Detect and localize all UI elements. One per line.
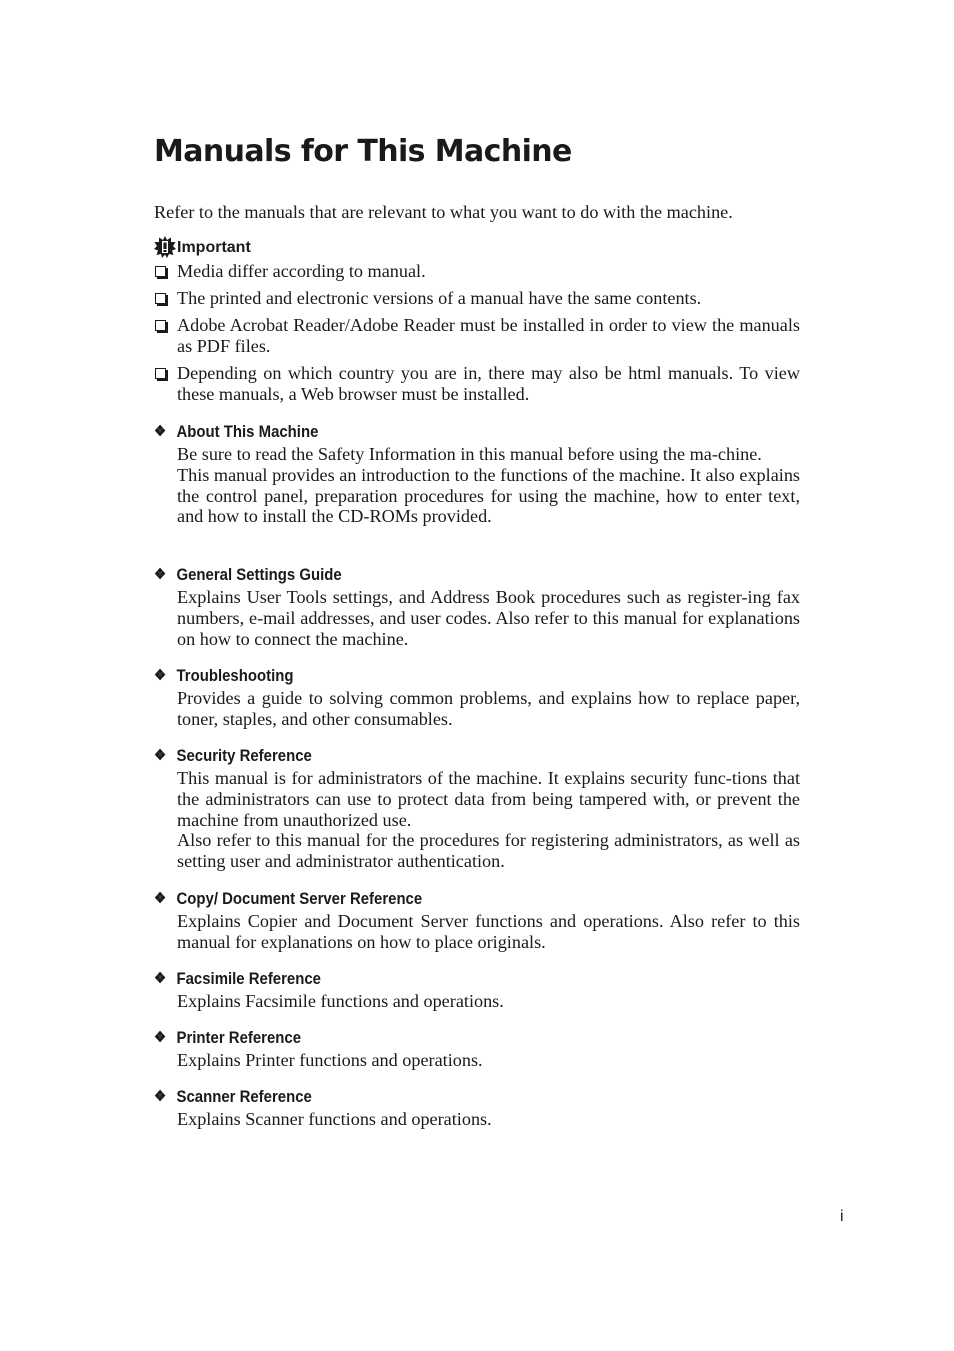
section-heading: ❖ About This Machine [154, 422, 319, 441]
list-item: Media differ according to manual. [154, 261, 800, 282]
diamond-bullet-icon: ❖ [154, 1088, 167, 1105]
section-heading: ❖ Printer Reference [154, 1028, 302, 1047]
page-title: Manuals for This Machine [154, 134, 572, 169]
section-heading: ❖ Troubleshooting [154, 666, 294, 685]
diamond-bullet-icon: ❖ [154, 423, 167, 440]
important-icon [154, 236, 176, 258]
section-paragraph: Explains Facsimile functions and operations. [177, 991, 504, 1011]
section-paragraph: Explains Printer functions and operations. [177, 1050, 483, 1070]
section-paragraph: Explains User Tools settings, and Address Book procedures such as register-ing fax numbers, e-mail addresses, and user codes. Also refer to this manual for explanations on how to connect the machine. [177, 587, 800, 649]
section-security-reference [154, 746, 800, 872]
important-list [154, 261, 800, 411]
section-paragraph: This manual provides an introduction to the functions of the machine. It also explains the control panel, preparation procedures for using the machine, how to enter text, and how to install the CD-ROMs provided. [177, 464, 800, 527]
section-printer-reference [154, 1028, 800, 1071]
section-paragraph: Be sure to read the Safety Information in this manual before using the ma-chine. [177, 444, 762, 464]
section-heading: ❖ General Settings Guide [154, 565, 342, 584]
section-paragraph: Provides a guide to solving common problems, and explains how to replace paper, toner, staples, and other consumables. [177, 688, 800, 729]
section-heading: ❖ Copy/ Document Server Reference [154, 889, 423, 908]
checkbox-bullet-icon [155, 368, 166, 379]
section-troubleshooting [154, 666, 800, 730]
diamond-bullet-icon: ❖ [154, 667, 167, 684]
section-body [177, 587, 800, 649]
section-about-this-machine [154, 422, 800, 527]
diamond-bullet-icon: ❖ [154, 1029, 167, 1046]
checkbox-bullet-icon [155, 320, 166, 331]
section-general-settings-guide [154, 565, 800, 649]
section-heading: ❖ Scanner Reference [154, 1087, 312, 1106]
section-paragraph: This manual is for administrators of the machine. It explains security func-tions that the administrators can use to protect data from being tampered with, or prevent the machine from unauthorized use. [177, 768, 800, 830]
section-facsimile-reference [154, 969, 800, 1012]
section-heading: ❖ Facsimile Reference [154, 969, 321, 988]
important-heading [154, 238, 251, 258]
section-body [177, 1050, 800, 1071]
diamond-bullet-icon: ❖ [154, 566, 167, 583]
list-item: Depending on which country you are in, there may also be html manuals. To view these manuals, a Web browser must be installed. [154, 363, 800, 405]
section-body [177, 991, 800, 1012]
section-body [177, 444, 800, 527]
section-paragraph: Explains Copier and Document Server functions and operations. Also refer to this manual for explanations on how to place originals. [177, 911, 800, 952]
list-item: Adobe Acrobat Reader/Adobe Reader must be installed in order to view the manuals as PDF files. [154, 315, 800, 357]
section-body [177, 911, 800, 953]
intro-text: Refer to the manuals that are relevant to what you want to do with the machine. [154, 202, 733, 222]
diamond-bullet-icon: ❖ [154, 747, 167, 764]
list-item: The printed and electronic versions of a manual have the same contents. [154, 288, 800, 309]
section-body [177, 1109, 800, 1130]
section-body [177, 688, 800, 730]
important-label: Important [177, 239, 251, 256]
diamond-bullet-icon: ❖ [154, 970, 167, 987]
section-copy-document-server-reference [154, 889, 800, 953]
section-paragraph: Explains Scanner functions and operations. [177, 1109, 492, 1129]
section-body [177, 768, 800, 872]
page-number: i [840, 1208, 844, 1225]
section-scanner-reference [154, 1087, 800, 1130]
section-heading: ❖ Security Reference [154, 746, 312, 765]
checkbox-bullet-icon [155, 293, 166, 304]
diamond-bullet-icon: ❖ [154, 890, 167, 907]
checkbox-bullet-icon [155, 266, 166, 277]
section-paragraph: Also refer to this manual for the procedures for registering administrators, as well as setting user and administrator authentication. [177, 830, 800, 872]
